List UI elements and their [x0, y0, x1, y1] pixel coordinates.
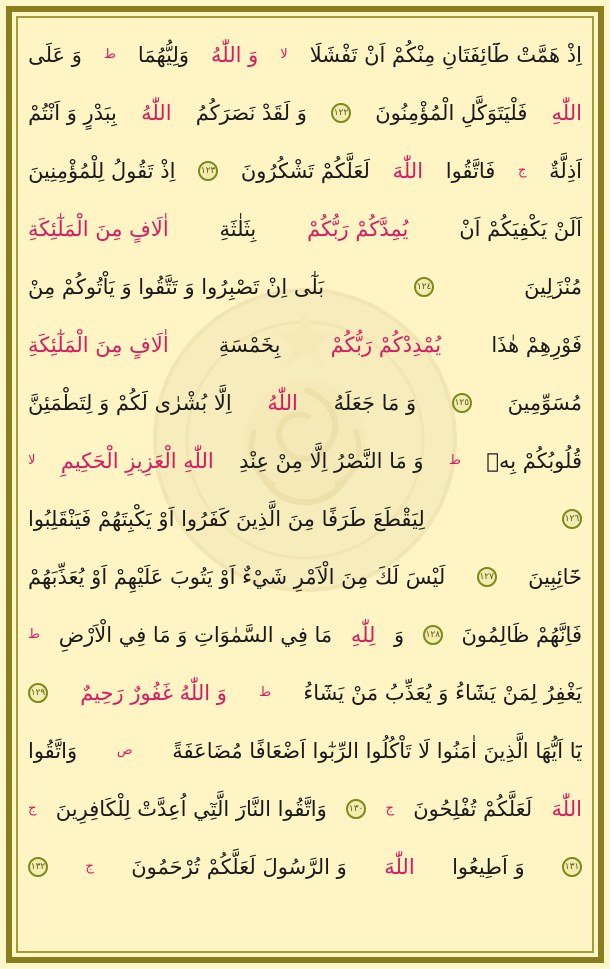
highlighted-word: اللّٰهِ الْعَزِيزِ الْحَكِيمِ [60, 449, 214, 473]
verse-text: مُنْزَلِينَ [524, 275, 582, 299]
highlighted-word: اللّٰهِ [551, 101, 582, 125]
verse-text: مَا فِي السَّمٰوَاتِ وَ مَا فِي الْاَرْضِ [58, 623, 333, 647]
text-line [28, 548, 582, 606]
pause-sign: ج [28, 801, 37, 816]
text-line [28, 26, 582, 84]
ayah-number-marker: ١٢٤ [414, 277, 434, 297]
verse-text: بَلٰٓى اِنْ تَصْبِرُوا وَ تَتَّقُوا وَ يَاْتُوكُمْ مِنْ [28, 275, 325, 299]
ayah-number-marker: ١٣٢ [28, 857, 48, 877]
highlighted-word: وَ اللّٰهُ [211, 43, 259, 67]
text-line [28, 606, 582, 664]
ayah-number-marker: ١٢٥ [452, 393, 472, 413]
text-line [28, 664, 582, 722]
verse-text: وَ [394, 623, 405, 647]
highlighted-word: اٰلَافٍ مِنَ الْمَلٰٓئِكَةِ [28, 217, 169, 241]
pause-sign: ج [518, 163, 527, 178]
verse-text: لَعَلَّكُمْ تَشْكُرُونَ [240, 159, 370, 183]
verse-text: فَلْيَتَوَكَّلِ الْمُؤْمِنُونَ [375, 101, 528, 125]
verse-text: وَاتَّقُوا النَّارَ الَّتِٓي اُعِدَّتْ لِلْكَافِرِينَ [55, 797, 327, 821]
text-line [28, 142, 582, 200]
verse-text: لَيْسَ لَكَ مِنَ الْاَمْرِ شَيْءٌ اَوْ يَتُوبَ عَلَيْهِمْ اَوْ يُعَذِّبَهُمْ [28, 565, 446, 589]
text-line [28, 374, 582, 432]
verse-text: خَٓائِبِينَ [528, 565, 582, 589]
highlighted-word: لِلّٰهِ [350, 623, 376, 647]
ayah-number-marker: ١٢٩ [28, 683, 48, 703]
ayah-number-marker: ١٢٦ [562, 509, 582, 529]
verse-text: لَعَلَّكُمْ تُفْلِحُونَ [413, 797, 533, 821]
verse-text: وَ اَطِيعُوا [452, 855, 525, 879]
verse-text: لِيَقْطَعَ طَرَفًا مِنَ الَّذِينَ كَفَرُوا اَوْ يَكْبِتَهُمْ فَيَنْقَلِبُوا [28, 507, 425, 531]
text-line [28, 258, 582, 316]
verse-text: اِلَّا بُشْرٰى لَكُمْ وَ لِتَطْمَئِنَّ [28, 391, 232, 415]
pause-sign: ص [116, 743, 133, 758]
verse-text: قُلُوبُكُمْ بِهٖ [486, 449, 582, 473]
verse-text: اِذْ هَمَّتْ طَٓائِفَتَانِ مِنْكُمْ اَنْ تَفْشَلَا [309, 43, 582, 67]
text-line [28, 722, 582, 780]
ayah-number-marker: ١٣٠ [346, 799, 366, 819]
verse-text: فَاِنَّهُمْ ظَالِمُونَ [461, 623, 582, 647]
text-line [28, 84, 582, 142]
verse-text-block [28, 26, 582, 949]
text-line [28, 200, 582, 258]
highlighted-word: اٰلَافٍ مِنَ الْمَلٰٓئِكَةِ [28, 333, 169, 357]
highlighted-word: يُمِدَّكُمْ رَبُّكُمْ [307, 217, 409, 241]
verse-text: وَلِيُّهُمَا [137, 43, 190, 67]
verse-text: اَلَنْ يَكْفِيَكُمْ اَنْ [459, 217, 582, 241]
pause-sign: ط [28, 627, 41, 642]
verse-text: فَاتَّقُوا [445, 159, 496, 183]
highlighted-word: اللّٰهُ [141, 101, 172, 125]
verse-text: وَ مَا جَعَلَهُ [333, 391, 417, 415]
highlighted-word: وَ اللّٰهُ غَفُورٌ رَحِيمٌ [80, 681, 227, 705]
highlighted-word: اللّٰهَ [551, 797, 582, 821]
verse-text: بِثَلٰثَةِ [219, 217, 257, 241]
verse-text: وَ مَا النَّصْرُ اِلَّا مِنْ عِنْدِ [239, 449, 424, 473]
verse-text: يَغْفِرُ لِمَنْ يَشَٓاءُ وَ يُعَذِّبُ مَنْ يَشَٓاءُ [303, 681, 582, 705]
highlighted-word: اللّٰهَ [384, 855, 415, 879]
highlighted-word: اللّٰهُ [267, 391, 298, 415]
ayah-number-marker: ١٢٣ [198, 161, 218, 181]
ayah-number-marker: ١٣١ [562, 857, 582, 877]
verse-text: مُسَوِّمِينَ [507, 391, 582, 415]
verse-text: وَ لَقَدْ نَصَرَكُمُ [195, 101, 307, 125]
verse-text: فَوْرِهِمْ هٰذَا [491, 333, 582, 357]
pause-sign: لا [280, 47, 288, 62]
pause-sign: ط [103, 47, 116, 62]
verse-text: وَاتَّقُوا [28, 739, 78, 763]
text-line [28, 838, 582, 896]
highlighted-word: اللّٰهَ [392, 159, 424, 183]
verse-text: وَ عَلَى [28, 43, 82, 67]
verse-text: اِذْ تَقُولُ لِلْمُؤْمِنِينَ [28, 159, 176, 183]
pause-sign: لا [28, 453, 36, 468]
verse-text: بِخَمْسَةِ [218, 333, 281, 357]
verse-text: يَٓا اَيُّهَا الَّذِينَ اٰمَنُوا لَا تَاْكُلُوا الرِّبٰٓوا اَضْعَافًا مُضَاعَفَةً [172, 739, 582, 763]
ayah-number-marker: ١٢٢ [331, 103, 351, 123]
ayah-number-marker: ١٢٧ [477, 567, 497, 587]
pause-sign: ج [85, 859, 94, 874]
pause-sign: ط [259, 685, 272, 700]
pause-sign: ج [385, 801, 394, 816]
text-line [28, 316, 582, 374]
verse-text: اَذِلَّةٌ [549, 159, 582, 183]
pause-sign: ط [448, 453, 461, 468]
verse-text: بِبَدْرٍ وَ اَنْتُمْ [28, 101, 117, 125]
text-line [28, 490, 582, 548]
verse-text: وَ الرَّسُولَ لَعَلَّكُمْ تُرْحَمُونَ [131, 855, 347, 879]
ayah-number-marker: ١٢٨ [423, 625, 443, 645]
text-line [28, 432, 582, 490]
highlighted-word: يُمْدِدْكُمْ رَبُّكُمْ [330, 333, 442, 357]
text-line [28, 780, 582, 838]
